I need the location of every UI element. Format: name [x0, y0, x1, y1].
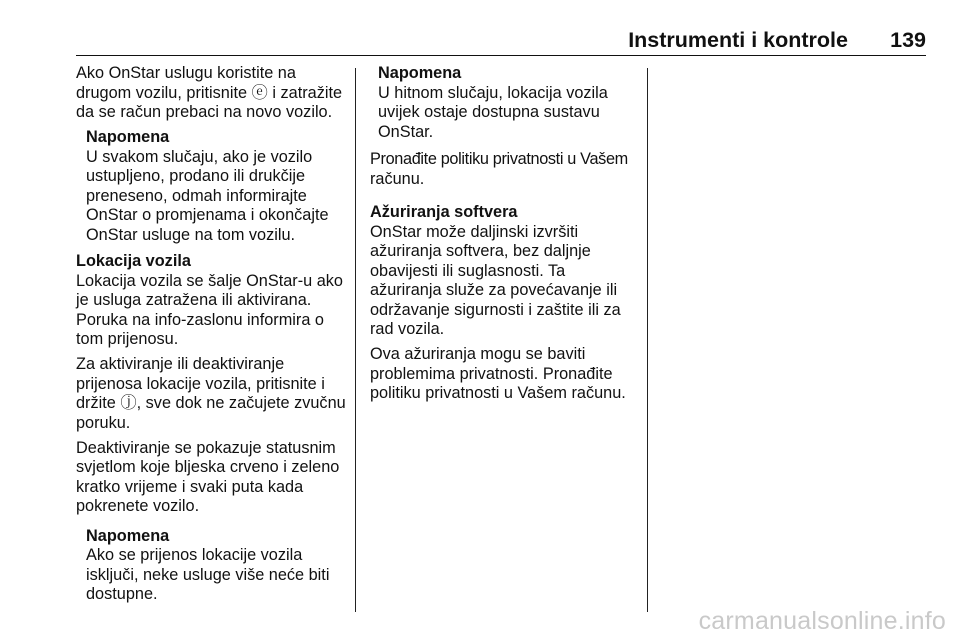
text-line: ažuriranja softvera, bez daljnje	[370, 242, 591, 260]
column-divider-2	[647, 68, 648, 612]
section-heading: Ažuriranja softvera	[370, 203, 518, 221]
text-line: Deaktiviranje se pokazuje statusnim	[76, 438, 336, 457]
paragraph-privacy-issues	[370, 345, 642, 404]
text-line: preneseno, odmah informirajte	[86, 186, 307, 205]
text-line: OnStar o promjenama i okončajte	[86, 206, 329, 224]
text-line: problemima privatnosti. Pronađite	[370, 364, 613, 383]
text-line: rad vozila.	[370, 320, 445, 338]
note-block	[86, 128, 348, 245]
text-line: OnStar može daljinski izvršiti	[370, 222, 579, 241]
note-block	[86, 527, 348, 605]
text-line: prijenosa lokacije vozila, pritisnite i	[76, 374, 325, 393]
paragraph-activation	[76, 355, 348, 433]
text-line: Ako OnStar uslugu koristite na	[76, 64, 296, 82]
text-line: Ova ažuriranja mogu se baviti	[370, 345, 586, 363]
text-line: OnStar usluge na tom vozilu.	[86, 225, 296, 244]
paragraph-privacy-policy	[370, 150, 642, 189]
note-heading: Napomena	[86, 128, 170, 146]
text-line: isključi, neke usluge više neće biti	[86, 565, 330, 584]
note-block	[378, 64, 642, 142]
text-line: pokrenete vozilo.	[76, 497, 200, 515]
section-heading: Lokacija vozila	[76, 252, 191, 270]
note-heading: Napomena	[86, 526, 170, 545]
text-line: Pronađite politiku privatnosti u Vašem	[370, 150, 628, 168]
text-line: držite ⓙ, sve dok ne začujete zvučnu	[76, 394, 346, 412]
paragraph-deactivation	[76, 439, 348, 517]
text-column-1	[76, 64, 348, 611]
text-line: Za aktiviranje ili deaktiviranje	[76, 355, 285, 373]
text-line: svjetlom koje bljeska crveno i zeleno	[76, 458, 340, 476]
text-line: U svakom slučaju, ako je vozilo	[86, 147, 313, 166]
text-line: tom prijenosu.	[76, 330, 179, 348]
text-line: OnStar.	[378, 122, 434, 141]
paragraph-software-updates	[370, 223, 642, 340]
page-title: Instrumenti i kontrole	[628, 28, 848, 52]
page-number: 139	[890, 28, 926, 52]
text-line: održavanje sigurnosti i zaštite ili za	[370, 300, 621, 319]
text-line: poruku.	[76, 413, 131, 432]
text-line: U hitnom slučaju, lokacija vozila	[378, 83, 608, 102]
text-line: računu.	[370, 169, 425, 188]
text-line: Poruka na info-zaslonu informira o	[76, 310, 324, 329]
text-line: politiku privatnosti u Vašem računu.	[370, 384, 626, 402]
text-line: obavijesti ili suglasnosti. Ta	[370, 261, 566, 280]
header-rule	[76, 55, 926, 56]
column-divider-1	[355, 68, 356, 612]
text-line: dostupne.	[86, 585, 158, 603]
text-line: kratko vrijeme i svaki puta kada	[76, 477, 304, 496]
text-line: Ako se prijenos lokacije vozila	[86, 546, 303, 564]
watermark-text: carmanualsonline.info	[698, 607, 946, 635]
text-line: Lokacija vozila se šalje OnStar-u ako	[76, 271, 343, 290]
paragraph-location	[76, 272, 348, 350]
paragraph-onstar-other-vehicle	[76, 64, 348, 123]
text-column-2	[370, 64, 642, 409]
text-line: uvijek ostaje dostupna sustavu	[378, 103, 600, 121]
text-line: drugom vozilu, pritisnite ⓔ i zatražite	[76, 83, 343, 102]
text-line: da se račun prebaci na novo vozilo.	[76, 103, 333, 121]
page-header	[0, 24, 934, 56]
text-line: ustupljeno, prodano ili drukčije	[86, 167, 306, 185]
text-line: ažuriranja služe za povećavanje ili	[370, 281, 618, 299]
text-line: je usluga zatražena ili aktivirana.	[76, 291, 312, 309]
note-heading: Napomena	[378, 64, 462, 82]
